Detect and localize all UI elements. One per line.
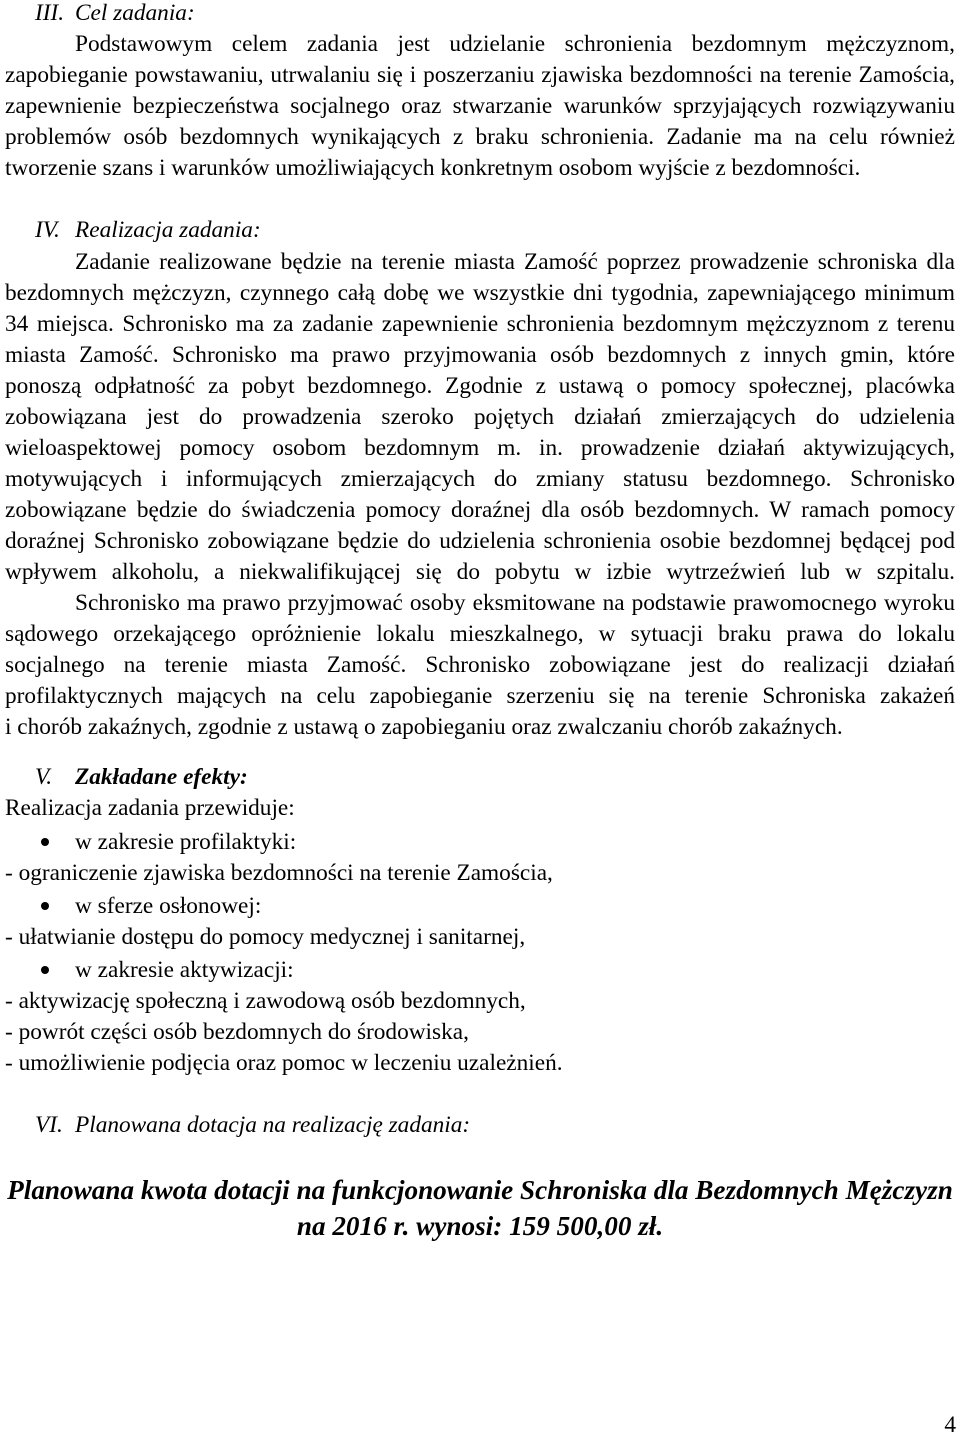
paragraph-line: motywujących i informujących zmierzających do zmiany statusu bezdomnego. Schronisko (5, 465, 955, 492)
bullet-item (5, 827, 955, 858)
paragraph-line: Podstawowym celem zadania jest udzielanie schronienia bezdomnym mężczyznom, (75, 30, 955, 57)
bullet-item (5, 955, 955, 986)
paragraph-line: wpływem alkoholu, a niekwalifikującej się do pobytu w izbie wytrzeźwień lub w szpitalu. (5, 558, 955, 585)
bullet-icon (41, 966, 49, 974)
paragraph-line: ponoszą odpłatność za pobyt bezdomnego. Zgodnie z ustawą o pomocy społecznej, placówka (5, 372, 955, 399)
list-item: - ograniczenie zjawiska bezdomności na terenie Zamościa, (5, 859, 553, 886)
paragraph-line: profilaktycznych mających na celu zapobieganie szerzeniu się na terenie Schroniska zakażeń (5, 682, 955, 709)
statement-line: na 2016 r. wynosi: 159 500,00 zł. (296, 1211, 664, 1241)
paragraph-line: sądowego orzekającego opróżnienie lokalu mieszkalnego, w sytuacji braku prawa do lokalu (5, 620, 955, 647)
section-heading-implementation (5, 215, 955, 246)
paragraph-line: zobowiązane będzie do świadczenia pomocy doraźnej dla osób bezdomnych. W ramach pomocy (5, 496, 955, 523)
bullet-text: w zakresie profilaktyki: (75, 828, 297, 855)
paragraph-line: zobowiązana jest do prowadzenia szeroko pojętych działań zmierzających do udzielenia (5, 403, 955, 430)
section-title: Planowana dotacja na realizację zadania: (75, 1111, 471, 1138)
bullet-icon (41, 838, 49, 846)
implementation-paragraph (5, 588, 955, 743)
paragraph-line: tworzenie szans i warunków umożliwiających konkretnym osobom wyjście z bezdomności. (5, 154, 861, 181)
section-title: Realizacja zadania: (75, 216, 261, 243)
section-number: IV. (35, 216, 60, 243)
paragraph-line: Schronisko ma prawo przyjmować osoby eksmitowane na podstawie prawomocnego wyroku (75, 589, 955, 616)
section-heading-goal (5, 0, 955, 26)
paragraph-line: Zadanie realizowane będzie na terenie miasta Zamość poprzez prowadzenie schroniska dla (75, 248, 955, 275)
section-number: VI. (35, 1111, 63, 1138)
paragraph-line: 34 miejsca. Schronisko ma za zadanie zapewnienie schronienia bezdomnym mężczyznom z terenu (5, 310, 955, 337)
list-item: - aktywizację społeczną i zawodową osób bezdomnych, (5, 987, 526, 1014)
section-title: Cel zadania: (75, 0, 195, 26)
section-heading-funding (5, 1110, 955, 1141)
bullet-item (5, 891, 955, 922)
bullet-icon (41, 902, 49, 910)
section-number: III. (35, 0, 65, 26)
paragraph-line: doraźnej Schronisko zobowiązane będzie do udzielenia schronienia osobie bezdomnej będącej pod (5, 527, 955, 554)
section-number: V. (35, 763, 53, 790)
document-page (5, 0, 955, 1244)
paragraph-line: wieloaspektowej pomocy osobom bezdomnym m. in. prowadzenie działań aktywizujących, (5, 434, 955, 461)
paragraph-line: miasta Zamość. Schronisko ma prawo przyjmowania osób bezdomnych z innych gmin, które (5, 341, 955, 368)
paragraph-line: bezdomnych mężczyzn, czynnego całą dobę we wszystkie dni tygodnia, zapewniającego minimum (5, 279, 955, 306)
goal-paragraph (5, 29, 955, 184)
implementation-paragraph (5, 247, 955, 588)
bullet-text: w zakresie aktywizacji: (75, 956, 294, 983)
paragraph-line: socjalnego na terenie miasta Zamość. Schronisko zobowiązane jest do realizacji działań (5, 651, 955, 678)
paragraph-line: problemów osób bezdomnych wynikających z braku schronienia. Zadanie ma na celu również (5, 123, 955, 150)
paragraph-line: i chorób zakaźnych, zgodnie z ustawą o zapobieganiu oraz zwalczaniu chorób zakaźnych. (5, 713, 843, 740)
section-title: Zakładane efekty: (75, 763, 248, 790)
paragraph-line: zapobieganie powstawaniu, utrwalaniu się i poszerzaniu zjawiska bezdomności na terenie Zamościa, (5, 61, 955, 88)
list-item: - powrót części osób bezdomnych do środowiska, (5, 1018, 469, 1045)
list-item: - umożliwienie podjęcia oraz pomoc w leczeniu uzależnień. (5, 1049, 563, 1076)
page-number: 4 (944, 1412, 956, 1438)
section-heading-effects (5, 762, 955, 793)
effects-intro: Realizacja zadania przewiduje: (5, 794, 295, 821)
list-item: - ułatwianie dostępu do pomocy medycznej i sanitarnej, (5, 923, 526, 950)
paragraph-line: zapewnienie bezpieczeństwa socjalnego oraz stwarzanie warunków sprzyjających rozwiązywaniu (5, 92, 955, 119)
funding-statement (5, 1172, 955, 1244)
bullet-text: w sferze osłonowej: (75, 892, 262, 919)
statement-line: Planowana kwota dotacji na funkcjonowanie Schroniska dla Bezdomnych Mężczyzn (7, 1175, 953, 1205)
